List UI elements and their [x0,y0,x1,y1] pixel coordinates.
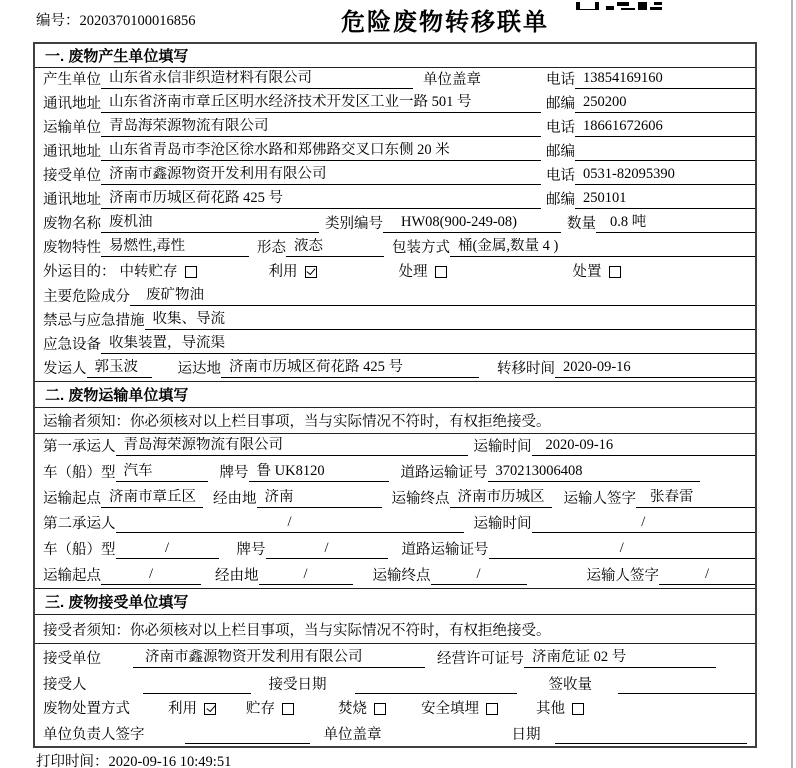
carrier1-label: 第一承运人 [43,439,116,456]
road-license-label: 道路运输证号 [401,542,489,559]
shipper-label: 发运人 [43,361,87,378]
destination-label: 运达地 [177,361,221,378]
purpose-option-label: 中转贮存 [119,263,178,280]
route2-row [35,562,755,588]
character-label: 废物特性 [43,240,101,257]
receiver-notice: 接受者须知：你必须核对以上栏目事项，当与实际情况不符时，有权拒绝接受。 [35,615,755,644]
producer-zip-value: 250200 [575,94,755,113]
transporter-value: 青岛海荣源物流有限公司 [101,118,541,137]
producer-address-row [35,92,755,116]
emergency-value: 收集、导流 [145,311,756,330]
carrier2-value: / [116,514,464,533]
carrier2-label: 第二承运人 [43,516,116,533]
quantity-label: 数量 [567,216,596,233]
transit-storage-checkbox [185,266,197,278]
purpose-label: 外运目的： [43,263,116,280]
page-title: 危险废物转移联单 [341,9,549,36]
category-label: 类别编号 [325,216,383,233]
carrier1-signature-value: 张春雷 [636,489,755,508]
purpose-option-label: 处置 [572,263,602,280]
producer-address-value: 山东省济南市章丘区明水经济技术开发区工业一路 501 号 [101,94,541,113]
waste-name-row [35,212,755,236]
disposal-option-label: 安全填埋 [421,701,479,718]
received-qty-label: 签收量 [548,677,592,694]
route1-row [35,485,755,511]
via1-value: 济南 [257,489,382,508]
acceptor-label: 接受人 [43,677,87,694]
destination-value: 济南市历城区荷花路 425 号 [221,359,479,378]
transporter-row [35,116,755,140]
dispose-checkbox [609,266,621,278]
print-time-line [36,750,231,768]
qr-code-icon [576,0,666,10]
end1-value: 济南市历城区 [450,489,552,508]
producer-row [35,68,755,92]
phone-label: 电话 [546,120,575,137]
transporter-address-value: 山东省青岛市李沧区徐水路和郑佛路交叉口东侧 20 米 [101,142,541,161]
unit-seal-label: 单位盖章 [323,727,382,744]
category-value: HW08(900-249-08) [383,214,561,233]
emergency-measures-row [35,309,755,333]
disposal-option-label: 贮存 [246,701,275,718]
transporter-notice: 运输者须知：你必须核对以上栏目事项，当与实际情况不符时，有权拒绝接受。 [35,408,755,434]
waste-name-label: 废物名称 [43,216,101,233]
origin2-value: / [101,566,201,585]
section-1-heading: 一. 废物产生单位填写 [35,44,755,68]
accept-unit-row [35,644,755,671]
zip-label: 邮编 [546,144,575,161]
vehicle-type-label: 车（船）型 [43,465,116,482]
receiver-row [35,164,755,188]
phone-label: 电话 [546,72,575,89]
receiver-label: 接受单位 [43,168,101,185]
vehicle1-row [35,459,755,485]
received-qty-value [618,679,755,694]
carrier2-signature-value: / [659,566,755,585]
license2-value: / [489,540,756,559]
transfer-time-value: 2020-09-16 [555,359,755,378]
origin-label: 运输起点 [43,491,101,508]
producer-label: 产生单位 [43,72,101,89]
manifest-table [33,42,757,748]
second-carrier-row [35,511,755,536]
transport-time-label: 运输时间 [473,516,532,533]
phone-label: 电话 [546,168,575,185]
transporter-address-row [35,140,755,164]
transfer-time-label: 转移时间 [497,361,555,378]
section-2-heading: 二. 废物运输单位填写 [35,381,755,408]
accept-unit-value: 济南市鑫源物资开发利用有限公司 [133,649,425,668]
plate-label: 牌号 [219,465,249,482]
via-label: 经由地 [215,568,259,585]
utilize-checkbox [204,703,216,715]
plate-label: 牌号 [236,542,266,559]
treat-checkbox [435,266,447,278]
producer-value: 山东省永信非织造材料有限公司 [101,70,413,89]
packing-value: 桶(金属,数量 4 ) [450,238,755,257]
receiver-address-row [35,188,755,212]
permit-value: 济南危证 02 号 [524,649,716,668]
accept-unit-label: 接受单位 [43,651,101,668]
responsible-sign-value [185,729,310,744]
incinerate-checkbox [374,703,386,715]
carrier-signature-label: 运输人签字 [586,568,659,585]
date-label: 日期 [511,727,541,744]
acceptor-row [35,671,755,697]
disposal-option-label: 焚烧 [338,701,367,718]
waste-character-row [35,236,755,260]
equipment-label: 应急设备 [43,337,101,354]
vehicle1-value: 汽车 [116,463,208,482]
carrier-signature-label: 运输人签字 [563,491,636,508]
date-value [555,729,748,744]
endpoint-label: 运输终点 [391,491,450,508]
waste-name-value: 废机油 [101,214,319,233]
producer-phone-value: 13854169160 [575,70,755,89]
purpose-option-label: 处理 [398,263,428,280]
hazard-value: 废矿物油 [130,287,755,306]
quantity-value: 0.8 吨 [596,214,755,233]
road-license-label: 道路运输证号 [400,465,488,482]
address-label: 通讯地址 [43,96,101,113]
address-label: 通讯地址 [43,144,101,161]
print-time-label: 打印时间： [36,754,109,768]
character-value: 易燃性,毒性 [101,238,249,257]
zip-label: 邮编 [546,96,575,113]
form-value: 液态 [286,238,384,257]
vehicle2-row [35,536,755,562]
receiver-phone-value: 0531-82095390 [575,166,755,185]
hazard-label: 主要危险成分 [43,289,130,306]
carrier1-value: 青岛海荣源物流有限公司 [116,437,468,456]
unit-seal-label: 单位盖章 [423,72,481,89]
end2-value: / [431,566,527,585]
receiver-value: 济南市鑫源物资开发利用有限公司 [101,166,541,185]
page-edge-divider [791,0,793,768]
emergency-label: 禁忌与应急措施 [43,313,145,330]
disposal-method-row [35,697,755,722]
section-3-heading: 三. 废物接受单位填写 [35,588,755,615]
serial-label: 编号： [36,13,80,29]
purpose-option-label: 利用 [268,263,298,280]
vehicle2-value: / [116,540,219,559]
via-label: 经由地 [213,491,257,508]
shipper-row [35,357,755,381]
responsible-sign-label: 单位负责人签字 [43,727,145,744]
transfer-purpose-row [35,260,755,285]
landfill-checkbox [486,703,498,715]
license1-value: 370213006408 [488,463,700,482]
transport-time-label: 运输时间 [473,439,532,456]
origin-label: 运输起点 [43,568,101,585]
accept-date-label: 接受日期 [268,677,327,694]
receiver-zip-value: 250101 [575,190,755,209]
endpoint-label: 运输终点 [372,568,431,585]
utilize-checkbox [305,266,317,278]
acceptor-value [143,679,251,694]
print-time-value: 2020-09-16 10:49:51 [108,754,232,768]
permit-label: 经营许可证号 [437,651,524,668]
disposal-label: 废物处置方式 [43,701,130,718]
via2-value: / [259,566,353,585]
plate1-value: 鲁 UK8120 [249,463,389,482]
transport-time1-value: 2020-09-16 [532,437,756,456]
disposal-option-label: 利用 [168,701,197,718]
receiver-address-value: 济南市历城区荷花路 425 号 [101,190,541,209]
origin1-value: 济南市章丘区 [101,489,203,508]
transporter-phone-value: 18661672606 [575,118,755,137]
hazard-row [35,285,755,309]
shipper-value: 郭玉波 [87,359,152,378]
responsible-signature-row [35,722,755,747]
transport-time2-value: / [532,514,756,533]
first-carrier-row [35,434,755,459]
transporter-label: 运输单位 [43,120,101,137]
transporter-zip-value [575,146,755,161]
zip-label: 邮编 [546,192,575,209]
serial-number: 2020370100016856 [79,13,196,29]
packing-label: 包装方式 [392,240,450,257]
accept-date-value [355,679,517,694]
emergency-equipment-row [35,333,755,357]
disposal-option-label: 其他 [536,701,565,718]
plate2-value: / [266,540,388,559]
address-label: 通讯地址 [43,192,101,209]
storage-checkbox [282,703,294,715]
vehicle-type-label: 车（船）型 [43,542,116,559]
equipment-value: 收集装置，导流渠 [101,335,755,354]
form-label: 形态 [257,240,286,257]
other-checkbox [572,703,584,715]
